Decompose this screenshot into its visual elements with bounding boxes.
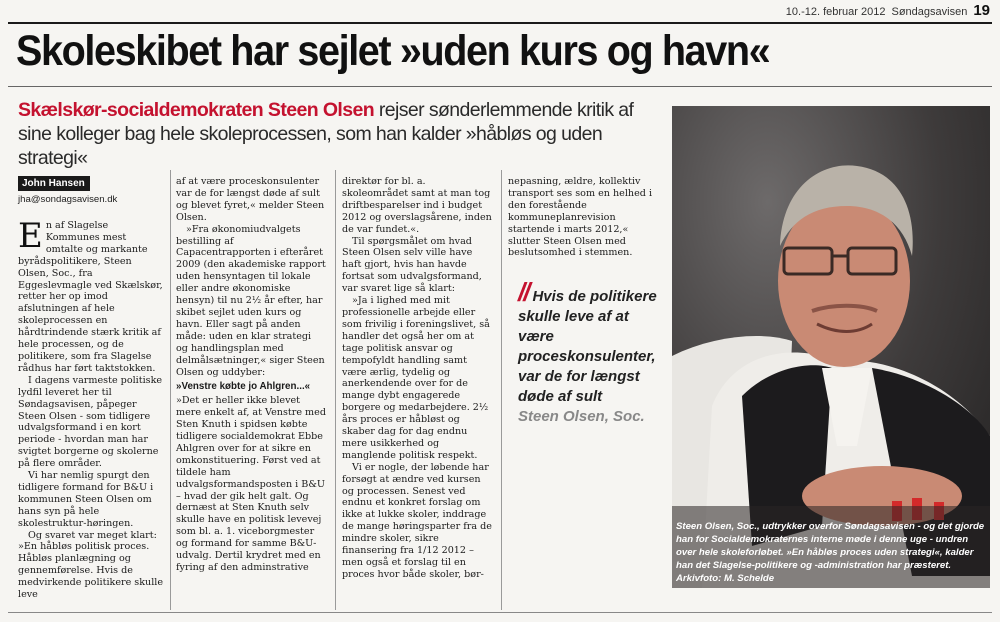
body-column-2 bbox=[176, 176, 326, 574]
paragraph: Og svaret var meget klart: »En håbløs politisk proces. Håbløs planlægning og gennemførelse. Hvis de medvirkende politikere skulle leve bbox=[18, 529, 164, 601]
paragraph: En af Slagelse Kommunes mest omtalte og markante byrådspolitikere, Steen Olsen, Soc., fra Eggeslevmagle ved Skælskør, retter her op imod afslutningen af hele skoleprocessen en hårdtrindende stærk kritik af hele processen, og de politikere, som fra Slagelse rådhus har ført taktstokken. bbox=[18, 216, 163, 374]
deck-highlight: Skælskør-socialdemokraten Steen Olsen bbox=[18, 99, 375, 121]
article-headline: Skoleskibet har sejlet »uden kurs og havn« bbox=[16, 27, 770, 75]
bottom-rule bbox=[8, 612, 992, 613]
article-deck bbox=[18, 98, 668, 170]
headline-divider bbox=[8, 86, 992, 87]
column-divider bbox=[501, 170, 502, 610]
body-column-1 bbox=[18, 216, 164, 601]
drop-cap: E bbox=[18, 216, 43, 256]
paragraph: direktør for bl. a. skoleområdet samt at man tog driftbesparelser ind i budget 2012 og overslagsårene, inden de var fundet.«. bbox=[342, 176, 492, 235]
column-divider bbox=[335, 170, 336, 610]
quote-text: Hvis de politikere skulle leve af at være proceskonsulenter, var de for længst døde af sult bbox=[518, 288, 657, 405]
portrait-image bbox=[672, 106, 990, 588]
author-email[interactable]: jha@sondagsavisen.dk bbox=[18, 194, 118, 205]
byline bbox=[18, 176, 118, 205]
paper-name: Søndagsavisen bbox=[891, 6, 968, 18]
photo-caption: Steen Olsen, Soc., udtrykker overfor Søndagsavisen - og det gjorde han for Socialdemokraternes interne møde i denne uge - undren over hele skoleforløbet. »En håbløs proces uden strategi«, kalder han det Slagelse-politikere og -administration har præsteret. Arkivfoto: M. Schelde bbox=[676, 521, 985, 584]
quote-mark-icon: // bbox=[518, 277, 529, 307]
paragraph: Til spørgsmålet om hvad Steen Olsen selv ville have haft gjort, hvis han havde fortsat som udvalgsformand, var svaret lige så klart: bbox=[342, 235, 482, 295]
paragraph: nepasning, ældre, kollektiv transport ses som en helhed i den forestående kommuneplanrevision startende i marts 2012,« slutter Steen Olsen med beslutsomhed i stemmen. bbox=[508, 176, 653, 259]
page-folio bbox=[786, 2, 990, 19]
author-name: John Hansen bbox=[18, 176, 90, 191]
issue-date: 10.-12. februar 2012 bbox=[785, 6, 886, 18]
paragraph: af at være proceskonsulenter var de for længst døde af sult og blevet fyret,« melder Steen Olsen. bbox=[176, 176, 325, 223]
quote-attribution: Steen Olsen, Soc. bbox=[518, 408, 645, 425]
paragraph: »Fra økonomiudvalgets bestilling af Capacentrapporten i efteråret 2009 (den akademiske rapport uden hensyntagen til lokale eller andre økonomiske hensyn) til nu 2½ år efter, har skibet sejlet uden kurs og havn. Eller sagt på anden måde: uden en klar strategi og handlingsplan med delmålsætninger,« siger Steen Olsen og uddyber: bbox=[176, 223, 326, 378]
paragraph: »Det er heller ikke blevet mere enkelt af, at Venstre med Sten Knuth i spidsen købte tidligere socialdemokrat Ebbe Ahlgren over for at sikre en omkonstituering. Først ved at tildele ham udvalgsformandsposten i B&U – hvad der gik helt galt. Og dernæst at Sten Knuth selv skulle have en politisk levevej som bl. a. 1. viceborgmester og formand for samme B&U-udvalg. Dertil krydret med en fyring af den adminstrative bbox=[176, 395, 326, 573]
paragraph: Vi har nemlig spurgt den tidligere formand for B&U i kommunen Steen Olsen om hans syn på hele skolestruktur-høringen. bbox=[18, 470, 154, 529]
article-photo[interactable] bbox=[672, 106, 990, 588]
subheading: »Venstre købte jo Ahlgren...« bbox=[176, 381, 311, 393]
column-divider bbox=[170, 170, 171, 610]
pull-quote bbox=[518, 277, 658, 427]
page-number: 19 bbox=[973, 2, 990, 19]
body-column-3 bbox=[342, 176, 494, 581]
paragraph: Vi er nogle, der løbende har forsøgt at ændre ved kursen og processen. Senest ved endnu et konkret forslag om ikke at lukke skoler, inddrage de mange høringsparter fra de mindre skoler, sikre finansering fra 1/12 2012 – men også et forslag til en proces hvor både skoler, bør- bbox=[342, 461, 492, 580]
body-column-4 bbox=[508, 176, 660, 259]
paragraph: »Ja i lighed med mit professionelle arbejde eller som frivilig i foreningslivet, så handler det også her om at tage politisk ansvar og tempofyldt handling samt være ærlig, tydelig og anerkendende over for de mange dybt engagerede borgere og medarbejdere. 2½ års proces er håbløst og skaber dag for dag endnu mere usikkerhed og manglende politisk respekt. bbox=[342, 295, 490, 461]
paragraph: I dagens varmeste politiske lydfil leveret her til Søndagsavisen, påpeger Steen Olsen - som tidligere udvalgsformand i en kort periode - hvordan man har svigtet borgerne og skolerne på flere områder. bbox=[18, 374, 163, 470]
deck-text: rejser sønderlemmende kritik af sine kolleger bag hele skoleprocessen, som han kalder »håbløs og uden strategi« bbox=[18, 99, 634, 169]
